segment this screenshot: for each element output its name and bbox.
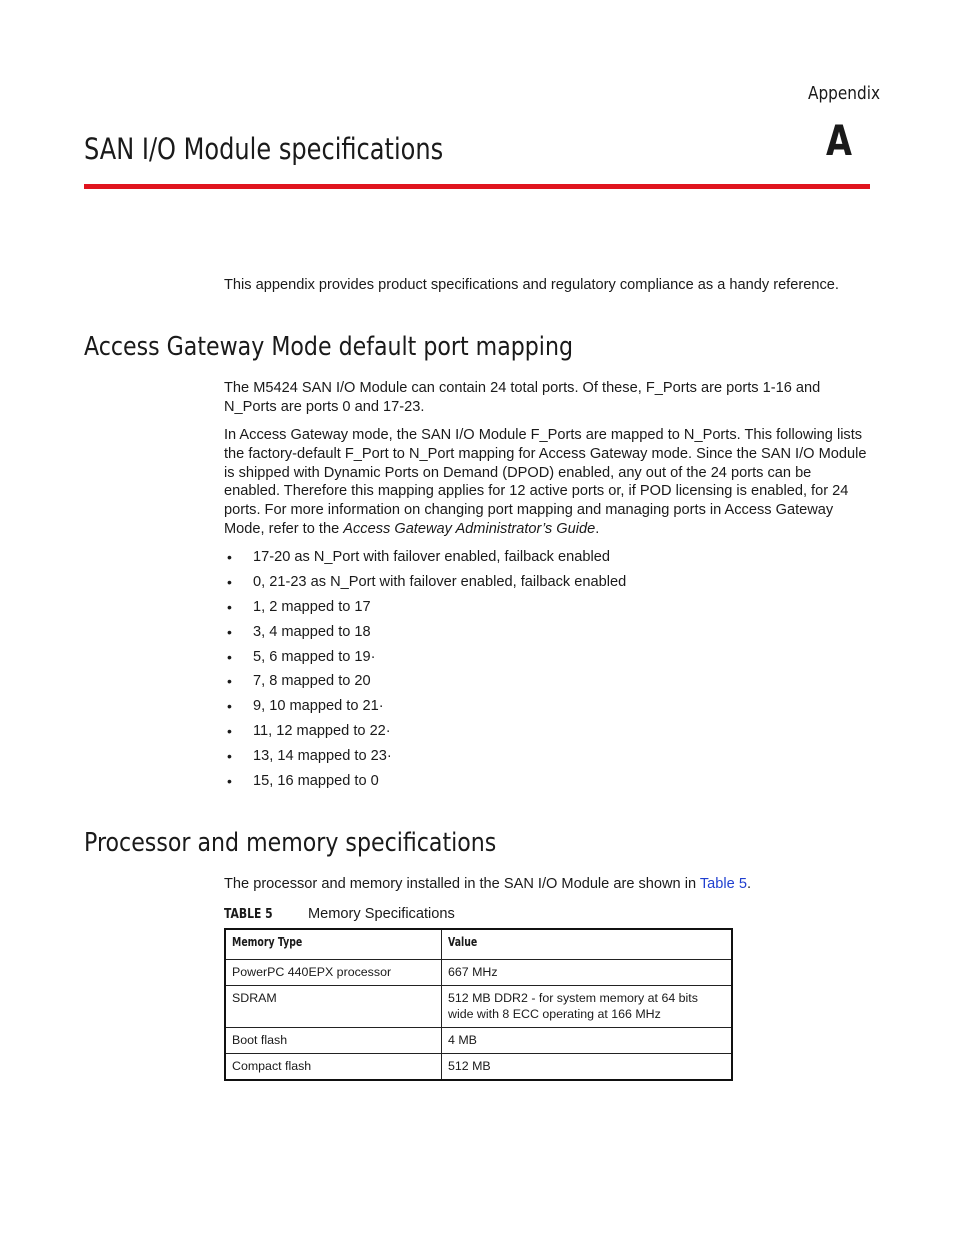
- agm-paragraph-2-tail: .: [595, 520, 600, 537]
- chapter-title: SAN I/O Module specifications: [84, 132, 444, 166]
- table-cell: PowerPC 440EPX processor: [225, 960, 442, 986]
- list-item: • 1, 2 mapped to 17: [224, 597, 626, 622]
- agm-paragraph-1: The M5424 SAN I/O Module can contain 24 total ports. Of these, F_Ports are ports 1-16 and N_Ports are ports 0 and 17-23.: [224, 380, 821, 415]
- list-item: • 11, 12 mapped to 22·: [224, 721, 626, 746]
- title-rule: [84, 184, 870, 189]
- table-header-row: [225, 929, 732, 960]
- table-number: TABLE 5: [224, 906, 273, 922]
- table-cell: SDRAM: [225, 986, 442, 1028]
- processor-paragraph: [224, 875, 870, 894]
- table-cell: 512 MB DDR2 - for system memory at 64 bits wide with 8 ECC operating at 166 MHz: [442, 986, 733, 1028]
- table-cell: Boot flash: [225, 1028, 442, 1054]
- table-5-link[interactable]: Table 5: [699, 876, 747, 892]
- header-memory-type: Memory Type: [225, 929, 442, 960]
- intro-paragraph: This appendix provides product specifications and regulatory compliance as a handy reference.: [224, 277, 839, 293]
- table-title: Memory Specifications: [308, 906, 455, 922]
- agm-paragraph-2-text: In Access Gateway mode, the SAN I/O Module F_Ports are mapped to N_Ports. This following lists the factory-default F_Port to N_Port mapping for Access Gateway mode. Since the SAN I/O Module is shipped with Dynamic Ports on Demand (DPOD) enabled, any out of the 24 ports can be enabled. Therefore this mapping applies for 12 active ports or, if POD licensing is enabled, for 24 ports. For more information on changing port mapping and managing ports in Access Gateway Mode, refer to the: [224, 427, 867, 537]
- memory-specifications-table: [224, 928, 733, 1081]
- guide-title: Access Gateway Administrator’s Guide: [343, 520, 596, 537]
- header-value: Value: [442, 929, 733, 960]
- agm-paragraph-2: [224, 426, 870, 539]
- list-item: • 7, 8 mapped to 20: [224, 671, 626, 696]
- list-item: • 13, 14 mapped to 23·: [224, 746, 626, 771]
- table-cell: Compact flash: [225, 1054, 442, 1081]
- table-cell: 512 MB: [442, 1054, 733, 1081]
- list-item: • 15, 16 mapped to 0: [224, 771, 626, 796]
- processor-paragraph-text: The processor and memory installed in the SAN I/O Module are shown in: [224, 876, 700, 892]
- port-mapping-list: [224, 547, 626, 796]
- list-item: • 3, 4 mapped to 18: [224, 622, 626, 647]
- section-heading-agm: Access Gateway Mode default port mapping: [84, 332, 573, 362]
- list-item: • 17-20 as N_Port with failover enabled, failback enabled: [224, 547, 626, 572]
- section-heading-processor: Processor and memory specifications: [84, 828, 497, 858]
- list-item: • 5, 6 mapped to 19·: [224, 647, 626, 672]
- list-item: • 0, 21-23 as N_Port with failover enabled, failback enabled: [224, 572, 626, 597]
- table-cell: 667 MHz: [442, 960, 733, 986]
- table-row: [225, 960, 732, 986]
- appendix-label: Appendix: [808, 83, 881, 104]
- processor-paragraph-tail: .: [746, 876, 752, 892]
- list-item: • 9, 10 mapped to 21·: [224, 696, 626, 721]
- table-row: [225, 1028, 732, 1054]
- table-caption: [224, 906, 455, 922]
- table-cell: 4 MB: [442, 1028, 733, 1054]
- table-row: [225, 986, 732, 1028]
- appendix-letter: A: [826, 116, 853, 165]
- table-row: [225, 1054, 732, 1081]
